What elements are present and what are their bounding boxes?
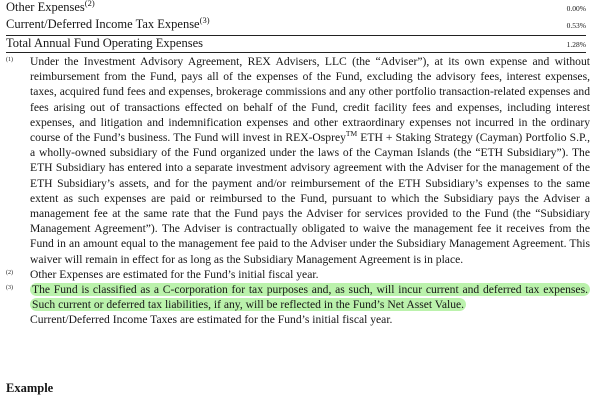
fee-value: 1.28% [566,40,586,49]
footnote-marker: (1) [6,57,13,63]
table-rule [6,52,586,53]
footnote-ref: (3) [199,14,210,25]
footnote-ref: (2) [84,0,95,8]
highlighted-text: The Fund is classified as a C-corporation for tax purposes and, as such, will incur current and deferred tax expenses. Such current or deferred tax liabilities, if any, will be reflected in the Fund’s Net Asset Value. [32,283,588,312]
fee-label: Current/Deferred Income Tax Expense$^{(3)}$ [6,14,210,31]
footnote-text-remainder: Current/Deferred Income Taxes are estimated for the Fund’s initial fiscal year. [30,313,393,327]
fee-value: 0.53% [566,21,586,30]
footnote-text: Other Expenses are estimated for the Fund’s initial fiscal year. [30,267,319,281]
fee-label: Other Expenses$^{(2)}$ [6,0,95,14]
fee-row-other-expenses [6,0,586,16]
footnote-1 [6,54,590,267]
section-heading: Example [6,381,54,395]
trademark-symbol: TM [345,129,358,139]
footnote-text [30,282,590,328]
footnote-3 [6,282,590,328]
footnote-marker: (2) [6,269,13,276]
fee-value: 0.00% [566,4,586,13]
fee-label: Total Annual Fund Operating Expenses [6,36,204,50]
footnotes [6,54,590,328]
footnote-text: Under the Investment Advisory Agreement, REX Advisers, LLC (the “Adviser”), at its own expense and without reimbursement from the Fund, pays all of the expenses of the Fund, excluding the advisory fees, interest expenses, taxes, acquired fund fees and expenses, brokerage commissions and any other portfolio transaction-related expenses and fees arising out of transactions effected on behalf of the Fund, credit facility fees and expenses, including interest expenses, and litigation and indemnification expenses and other extraordinary expenses not incurred in the ordinary course of the Fund’s business. The Fund will invest in REX-Osprey™ ETH + Staking Strategy (Cayman) Portfolio S.P., a wholly-owned subsidiary of the Fund organized under the laws of the Cayman Islands (the “ETH Subsidiary”). The ETH Subsidiary has entered into a separate investment advisory agreement with the Adviser for the management of the ETH Subsidiary’s assets, and for the payment and/or reimbursement of the ETH Subsidiary’s expenses to the same extent as such expenses are paid or reimbursed to the Fund, pursuant to which the Subsidiary pays the Adviser a management fee at the same rate that the Fund pays the Adviser for services provided to the Fund (the “Subsidiary Management Agreement”). The Adviser is contractually obligated to waive the management fee it receives from the Fund in an amount equal to the management fee paid to the Adviser under the Subsidiary Management Agreement. This waiver will remain in effect for as long as the Subsidiary Management Agreement is in place. [30,55,590,266]
fee-row-total-expenses [6,34,586,52]
fee-row-income-tax-expense [6,15,586,33]
footnote-marker: (3) [6,285,13,292]
footnote-2 [6,267,590,282]
